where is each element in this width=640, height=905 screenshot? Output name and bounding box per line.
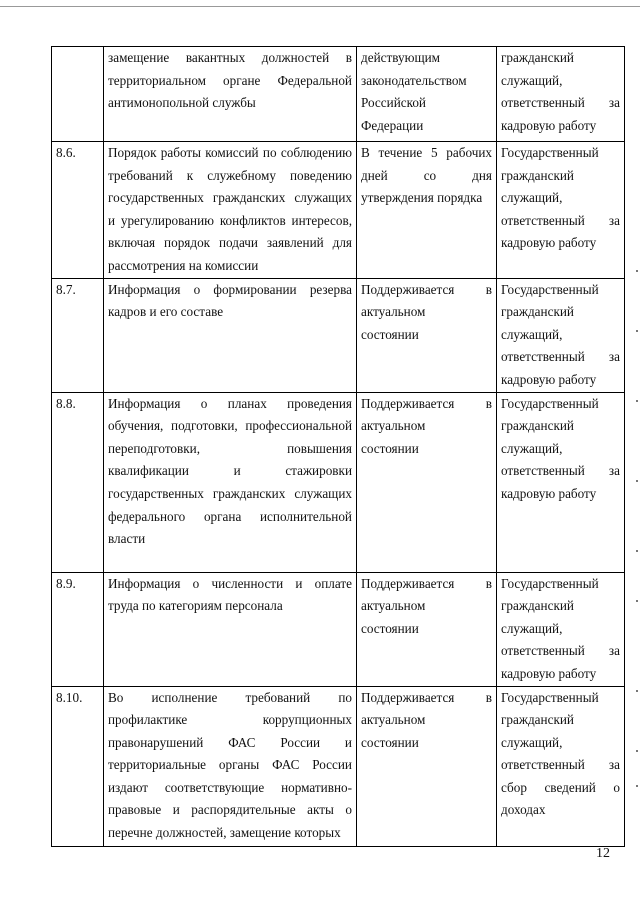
text-line: ответственный за — [501, 463, 620, 479]
text-line: кадровую работу — [501, 117, 597, 133]
text-line: государственных гражданских служащих — [108, 485, 352, 501]
text-line: замещение вакантных должностей в — [108, 50, 352, 65]
text-line: доходах — [501, 802, 546, 818]
text-line: служащий, — [501, 734, 563, 750]
table-body — [52, 47, 625, 847]
item-title-cell — [104, 278, 357, 392]
text-line: актуальном — [361, 304, 426, 320]
responsible-cell — [497, 142, 625, 279]
text-line: обучения, подготовки, профессиональной — [108, 418, 352, 434]
text-line: утверждения порядка — [361, 190, 483, 206]
text-line: квалификации и стажировки — [108, 463, 352, 479]
text-line: рассмотрения на комиссии — [108, 257, 259, 273]
deadline-cell — [357, 278, 497, 392]
deadline-cell — [357, 392, 497, 572]
responsible-cell — [497, 686, 625, 846]
text-line: кадровую работу — [501, 235, 597, 251]
text-line: ответственный за — [501, 349, 620, 365]
responsible-cell — [497, 572, 625, 686]
text-line: кадровую работу — [501, 371, 597, 387]
text-line: власти — [108, 531, 146, 547]
text-line: государственных гражданских служащих — [108, 190, 352, 206]
text-line: гражданский — [501, 167, 574, 183]
item-title-cell — [104, 686, 357, 846]
deadline-cell — [357, 142, 497, 279]
text-line: федерального органа исполнительной — [108, 508, 352, 524]
table-row — [52, 572, 625, 686]
text-line: требований к служебному поведению — [108, 167, 352, 183]
text-line: Государственный — [501, 689, 599, 705]
item-title-cell — [104, 142, 357, 279]
text-line: служащий, — [501, 620, 563, 636]
text-line: состоянии — [361, 620, 419, 636]
text-line: Государственный — [501, 145, 599, 160]
row-number: 8.8. — [52, 392, 104, 572]
row-number: 8.6. — [52, 142, 104, 279]
text-line: актуальном — [361, 712, 426, 728]
text-line: издают соответствующие нормативно- — [108, 779, 352, 795]
item-title-cell — [104, 392, 357, 572]
text-line: гражданский — [501, 304, 574, 320]
text-line: ответственный за — [501, 212, 620, 228]
document-table — [51, 46, 625, 847]
text-line: Во исполнение требований по — [108, 689, 352, 705]
page-number: 12 — [596, 846, 610, 861]
text-line: законодательством — [361, 72, 467, 88]
text-line: действующим — [361, 50, 441, 65]
text-line: гражданский — [501, 50, 574, 65]
text-line: перечне должностей, замещение которых — [108, 825, 341, 841]
text-line: Информация о численности и оплате — [108, 575, 352, 591]
table-row — [52, 47, 625, 142]
text-line: состоянии — [361, 734, 419, 750]
text-line: Государственный — [501, 395, 599, 411]
text-line: актуальном — [361, 598, 426, 614]
row-number: 8.10. — [52, 686, 104, 846]
text-line: Порядок работы комиссий по соблюдению — [108, 145, 352, 160]
row-number: 8.9. — [52, 572, 104, 686]
text-line: профилактике коррупционных — [108, 712, 352, 728]
item-title-cell — [104, 47, 357, 142]
responsible-cell — [497, 392, 625, 572]
text-line: правовые и распорядительные акты о — [108, 802, 352, 818]
row-number: 8.7. — [52, 278, 104, 392]
text-line: актуальном — [361, 418, 426, 434]
text-line: служащий, — [501, 326, 563, 342]
text-line: состоянии — [361, 440, 419, 456]
text-line: Поддерживается в — [361, 689, 492, 705]
table-row — [52, 142, 625, 279]
text-line: кадровую работу — [501, 665, 597, 681]
text-line: труда по категориям персонала — [108, 598, 283, 614]
text-line: Информация о планах проведения — [108, 395, 352, 411]
text-line: служащий, — [501, 440, 563, 456]
text-line: Информация о формировании резерва — [108, 281, 352, 297]
text-line: Поддерживается в — [361, 395, 492, 411]
text-line: ответственный за — [501, 757, 620, 773]
text-line: и урегулированию конфликтов интересов, — [108, 212, 352, 228]
text-line: Поддерживается в — [361, 575, 492, 591]
text-line: территориальном органе Федеральной — [108, 72, 352, 88]
text-line: Поддерживается в — [361, 281, 492, 297]
text-line: антимонопольной службы — [108, 95, 256, 111]
text-line: Российской — [361, 95, 426, 111]
scan-edge-marks — [630, 270, 640, 800]
text-line: ответственный за — [501, 643, 620, 659]
row-number — [52, 47, 104, 142]
text-line: дней со дня — [361, 167, 492, 183]
item-title-cell — [104, 572, 357, 686]
text-line: включая порядок подачи заявлений для — [108, 235, 352, 251]
text-line: В течение 5 рабочих — [361, 145, 492, 160]
responsible-cell — [497, 278, 625, 392]
table-row — [52, 392, 625, 572]
deadline-cell — [357, 47, 497, 142]
text-line: переподготовки, повышения — [108, 440, 352, 456]
text-line: состоянии — [361, 326, 419, 342]
text-line: Федерации — [361, 117, 424, 133]
text-line: гражданский — [501, 418, 574, 434]
text-line: ответственный за — [501, 95, 620, 111]
text-line: служащий, — [501, 190, 563, 206]
table-row — [52, 278, 625, 392]
responsible-cell — [497, 47, 625, 142]
text-line: Государственный — [501, 281, 599, 297]
text-line: кадровую работу — [501, 485, 597, 501]
deadline-cell — [357, 686, 497, 846]
text-line: территориальные органы ФАС России — [108, 757, 352, 773]
text-line: сбор сведений о — [501, 779, 620, 795]
page-top-edge — [0, 6, 640, 7]
text-line: служащий, — [501, 72, 563, 88]
text-line: кадров и его составе — [108, 304, 224, 320]
table-row — [52, 686, 625, 846]
text-line: гражданский — [501, 598, 574, 614]
text-line: гражданский — [501, 712, 574, 728]
deadline-cell — [357, 572, 497, 686]
text-line: Государственный — [501, 575, 599, 591]
text-line: правонарушений ФАС России и — [108, 734, 352, 750]
